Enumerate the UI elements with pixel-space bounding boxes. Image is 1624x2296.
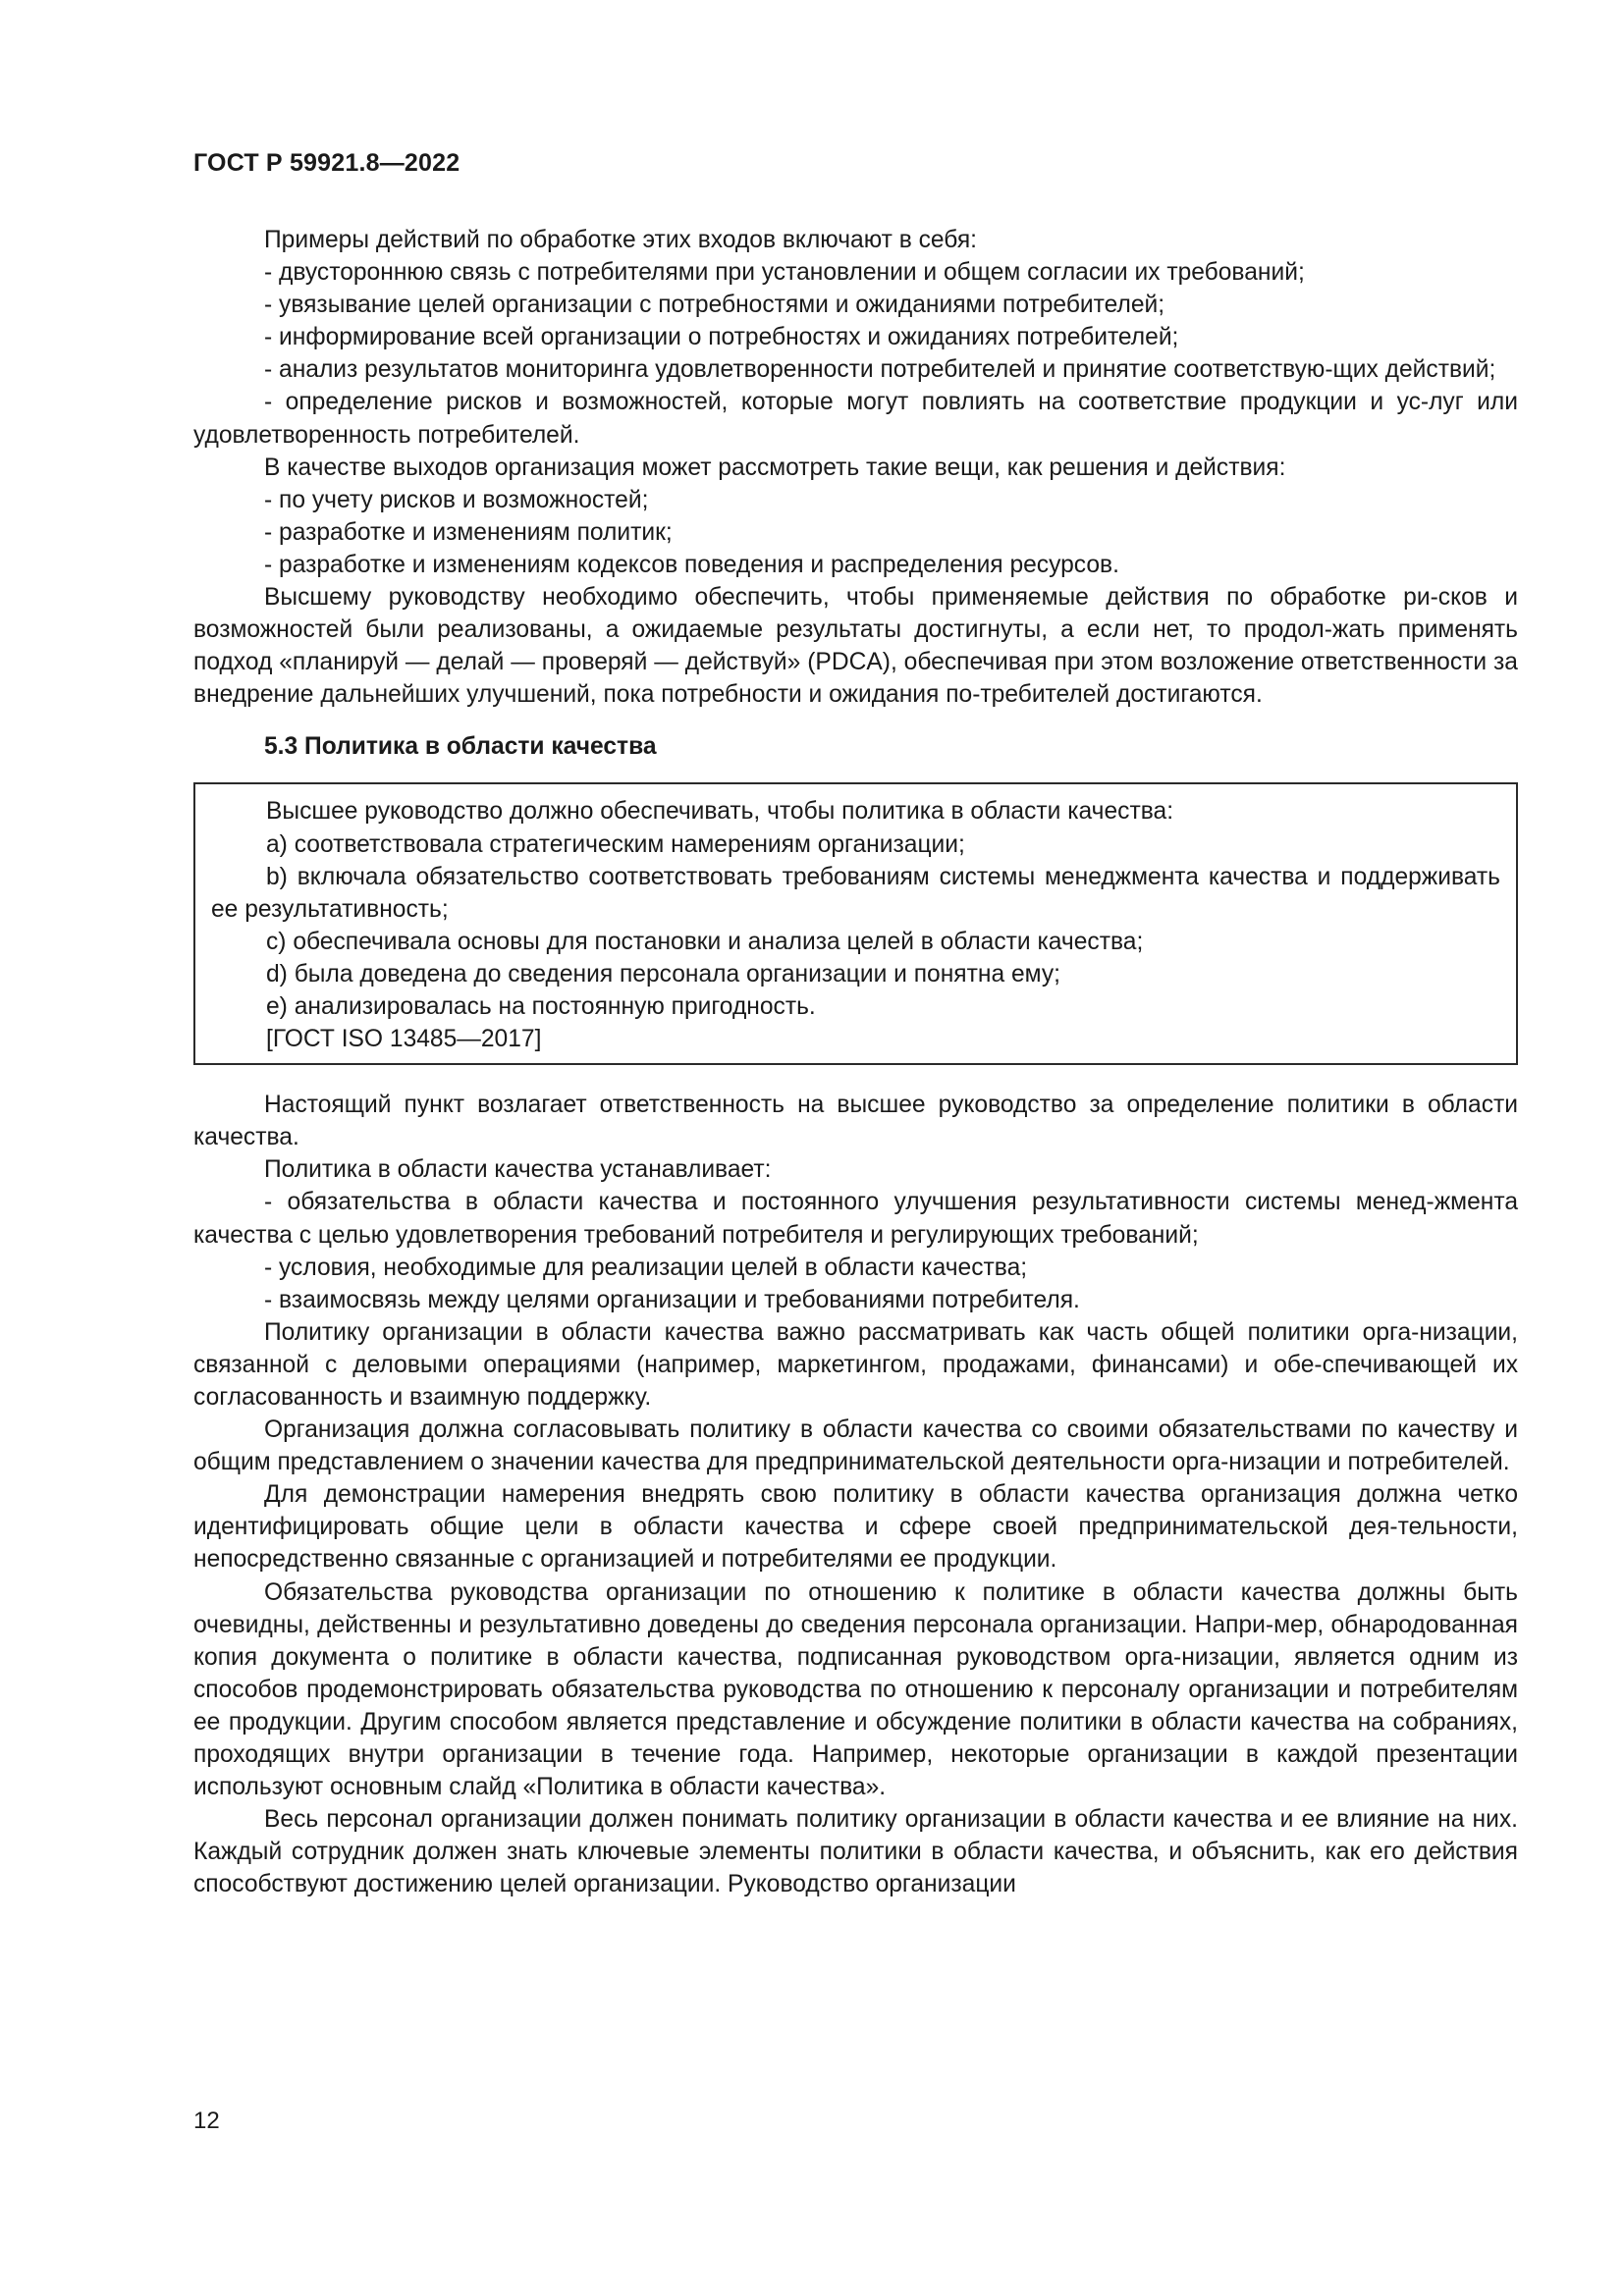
section-heading: 5.3 Политика в области качества — [264, 733, 657, 761]
paragraph: В качестве выходов организация может рассмотреть такие вещи, как решения и действия: — [264, 454, 1286, 481]
intro-section — [193, 224, 1518, 711]
paragraph: Высшему руководству необходимо обеспечить, чтобы применяемые действия по обработке ри-сков и возможностей были реализованы, а ожидаемые результаты достигнуты, а если нет, то продол-жать применять подход «планируй — делай — проверяй — действуй» (PDCA), обеспечивая при этом возложение ответственности за внедрение дальнейших улучшений, пока потребности и ожидания по-требителей достигаются. — [193, 584, 1518, 709]
list-item: - условия, необходимые для реализации целей в области качества; — [264, 1254, 1028, 1281]
quote-line: b) включала обязательство соответствовать требованиям системы менеджмента качества и поддерживать ее результативность; — [211, 863, 1500, 923]
list-item: - взаимосвязь между целями организации и требованиями потребителя. — [264, 1286, 1080, 1313]
paragraph: Примеры действий по обработке этих входов включают в себя: — [264, 227, 977, 253]
standard-quote-box — [193, 782, 1518, 1065]
paragraph: Весь персонал организации должен понимать политику организации в области качества и ее влияние на них. Каждый сотрудник должен знать ключевые элементы политики в области качества, и объяснить, как его действия способствуют достижению целей организации. Руководство организации — [193, 1806, 1518, 1898]
list-item: - двустороннюю связь с потребителями при установлении и общем согласии их требований; — [264, 259, 1305, 287]
quote-line: a) соответствовала стратегическим намерениям организации; — [266, 830, 965, 858]
list-item: - увязывание целей организации с потребностями и ожиданиями потребителей; — [264, 292, 1165, 319]
paragraph: Для демонстрации намерения внедрять свою политику в области качества организация должна четко идентифицировать общие цели в области качества и сфере своей предпринимательской дея-тельности, непосредственно связанные с организацией и потребителями ее продукции. — [193, 1481, 1518, 1574]
quote-line: e) анализировалась на постоянную пригодность. — [266, 992, 816, 1020]
paragraph: Настоящий пункт возлагает ответственность на высшее руководство за определение политики в области качества. — [193, 1092, 1518, 1151]
document-body — [193, 224, 1518, 1901]
quote-line: d) была доведена до сведения персонала организации и понятна ему; — [266, 960, 1060, 988]
list-item: - разработке и изменениям кодексов поведения и распределения ресурсов. — [264, 551, 1119, 578]
list-item: - информирование всей организации о потребностях и ожиданиях потребителей; — [264, 324, 1179, 351]
list-item: - по учету рисков и возможностей; — [264, 486, 649, 513]
quote-line: Высшее руководство должно обеспечивать, чтобы политика в области качества: — [266, 798, 1174, 826]
quote-line: c) обеспечивала основы для постановки и анализа целей в области качества; — [266, 928, 1144, 955]
list-item: - определение рисков и возможностей, которые могут повлиять на соответствие продукции и ус-луг или удовлетворенность потребителей. — [193, 389, 1518, 449]
document-header-title: ГОСТ Р 59921.8—2022 — [193, 149, 460, 177]
list-item: - обязательства в области качества и постоянного улучшения результативности системы менед-жмента качества с целью удовлетворения требований потребителя и регулирующих требований; — [193, 1189, 1518, 1249]
quote-source: [ГОСТ ISO 13485—2017] — [266, 1026, 542, 1053]
page-number: 12 — [193, 2108, 220, 2134]
paragraph: Организация должна согласовывать политику в области качества со своими обязательствами по качеству и общим представлением о значении качества для предпринимательской деятельности орга-низации и потребителей. — [193, 1416, 1518, 1476]
list-item: - анализ результатов мониторинга удовлетворенности потребителей и принятие соответствую-щих действий; — [264, 356, 1496, 384]
paragraph: Обязательства руководства организации по отношению к политике в области качества должны быть очевидны, действенны и результативно доведены до сведения персонала организации. Напри-мер, обнародованная копия документа о политике в области качества, подписанная руководством орга-низации, является одним из способов продемонстрировать обязательства руководства по отношению к персоналу организации и потребителям ее продукции. Другим способом является представление и обсуждение политики в области качества на собраниях, проходящих внутри организации в течение года. Например, некоторые организации в каждой презентации используют основным слайд «Политика в области качества». — [193, 1578, 1518, 1801]
paragraph: Политику организации в области качества важно рассматривать как часть общей политики орга-низации, связанной с деловыми операциями (например, маркетингом, продажами, финансами) и обе-спечивающей их согласованность и взаимную поддержку. — [193, 1318, 1518, 1411]
policy-section — [193, 1089, 1518, 1900]
list-item: - разработке и изменениям политик; — [264, 518, 673, 546]
paragraph: Политика в области качества устанавливает: — [264, 1156, 772, 1184]
